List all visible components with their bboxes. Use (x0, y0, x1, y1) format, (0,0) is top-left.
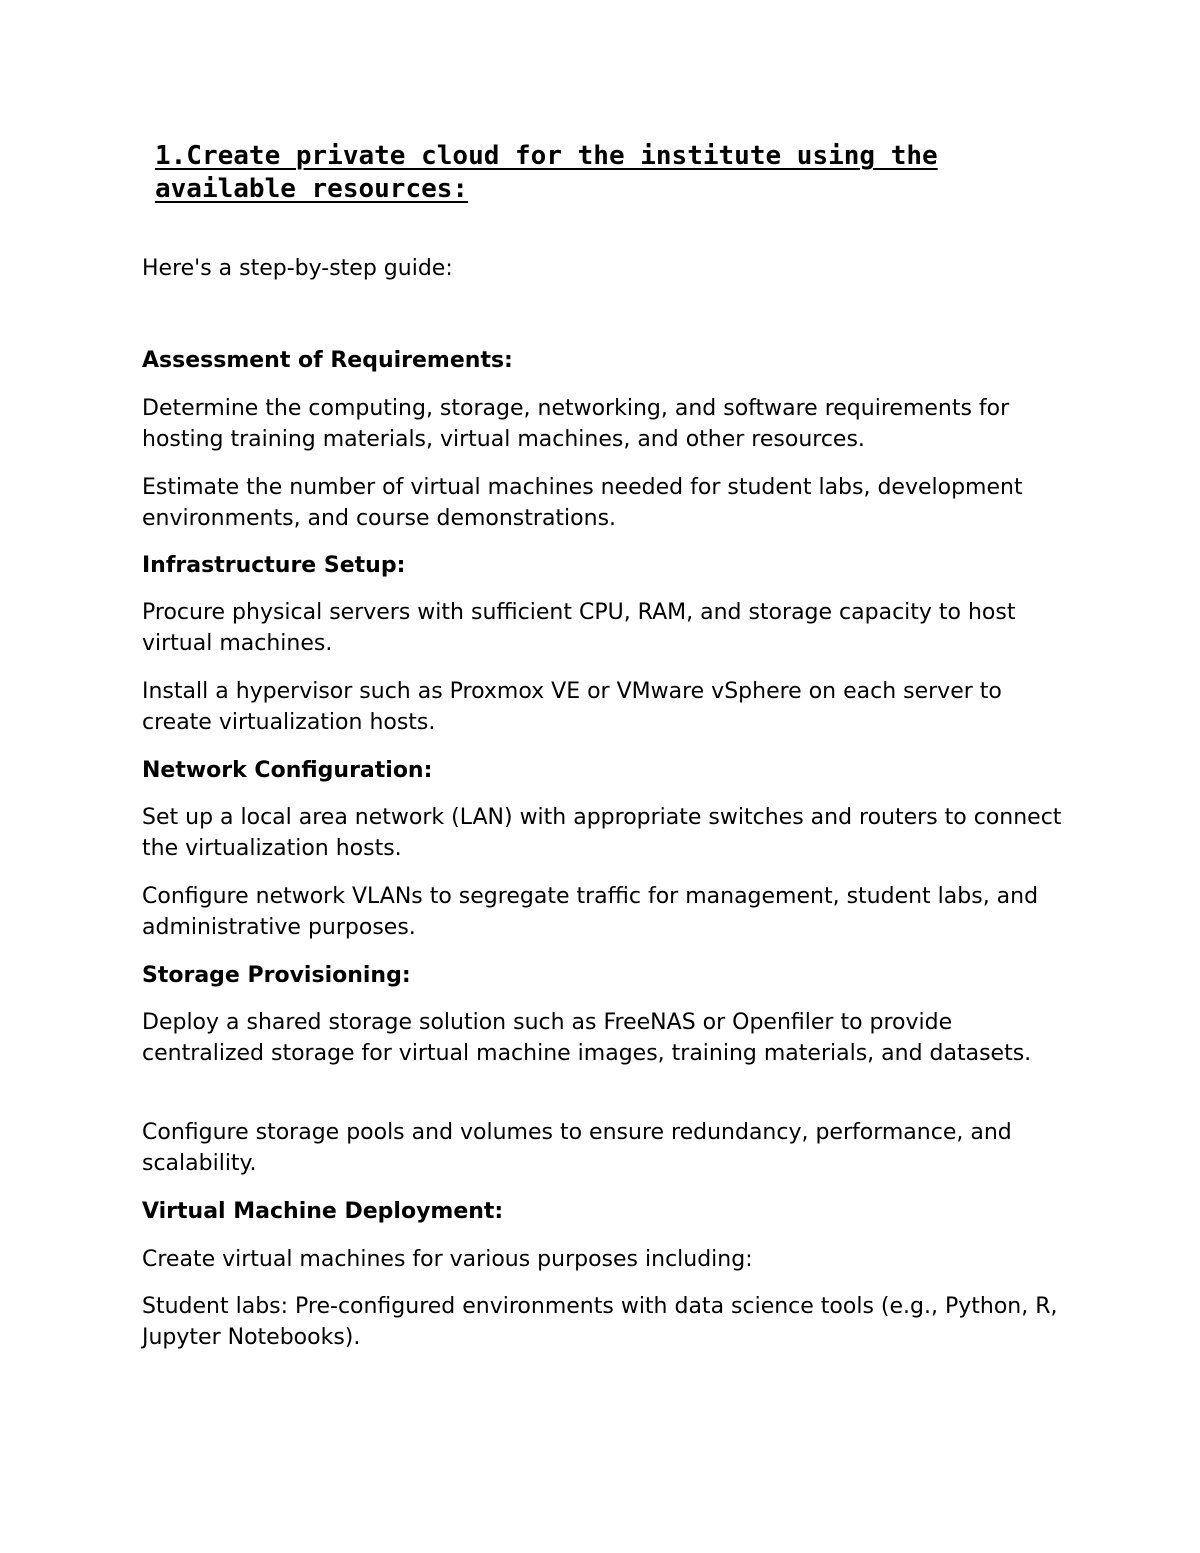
paragraph-storage-1: Deploy a shared storage solution such as FreeNAS or Openfiler to provide centralized storage for virtual machine images, training materials, and datasets. (142, 1010, 1032, 1066)
section-heading-assessment: Assessment of Requirements: (142, 348, 513, 373)
document-title (155, 140, 1035, 206)
paragraph-vm-deployment-2: Student labs: Pre-configured environments with data science tools (e.g., Python, R, Jupyter Notebooks). (142, 1294, 1058, 1350)
paragraph-infrastructure-1: Procure physical servers with sufficient CPU, RAM, and storage capacity to host virtual machines. (142, 600, 1016, 656)
paragraph-network-1: Set up a local area network (LAN) with appropriate switches and routers to connect the virtualization hosts. (142, 805, 1062, 861)
paragraph-infrastructure-2: Install a hypervisor such as Proxmox VE or VMware vSphere on each server to create virtualization hosts. (142, 679, 1002, 735)
section-heading-network: Network Configuration: (142, 758, 433, 783)
paragraph-vm-deployment-1: Create virtual machines for various purposes including: (142, 1247, 753, 1272)
paragraph-assessment-1: Determine the computing, storage, networking, and software requirements for hosting training materials, virtual machines, and other resources. (142, 396, 1010, 452)
section-heading-storage: Storage Provisioning: (142, 963, 411, 988)
document-title-line-1: 1.Create private cloud for the institute using the (155, 141, 938, 171)
document-title-line-2: available resources: (155, 174, 469, 204)
section-heading-vm-deployment: Virtual Machine Deployment: (142, 1199, 504, 1224)
paragraph-storage-2: Configure storage pools and volumes to ensure redundancy, performance, and scalability. (142, 1120, 1012, 1176)
intro-text: Here's a step-by-step guide: (142, 256, 453, 281)
paragraph-assessment-2: Estimate the number of virtual machines needed for student labs, development environments, and course demonstrations. (142, 475, 1023, 531)
paragraph-network-2: Configure network VLANs to segregate traffic for management, student labs, and administrative purposes. (142, 884, 1039, 940)
section-heading-infrastructure: Infrastructure Setup: (142, 553, 406, 578)
